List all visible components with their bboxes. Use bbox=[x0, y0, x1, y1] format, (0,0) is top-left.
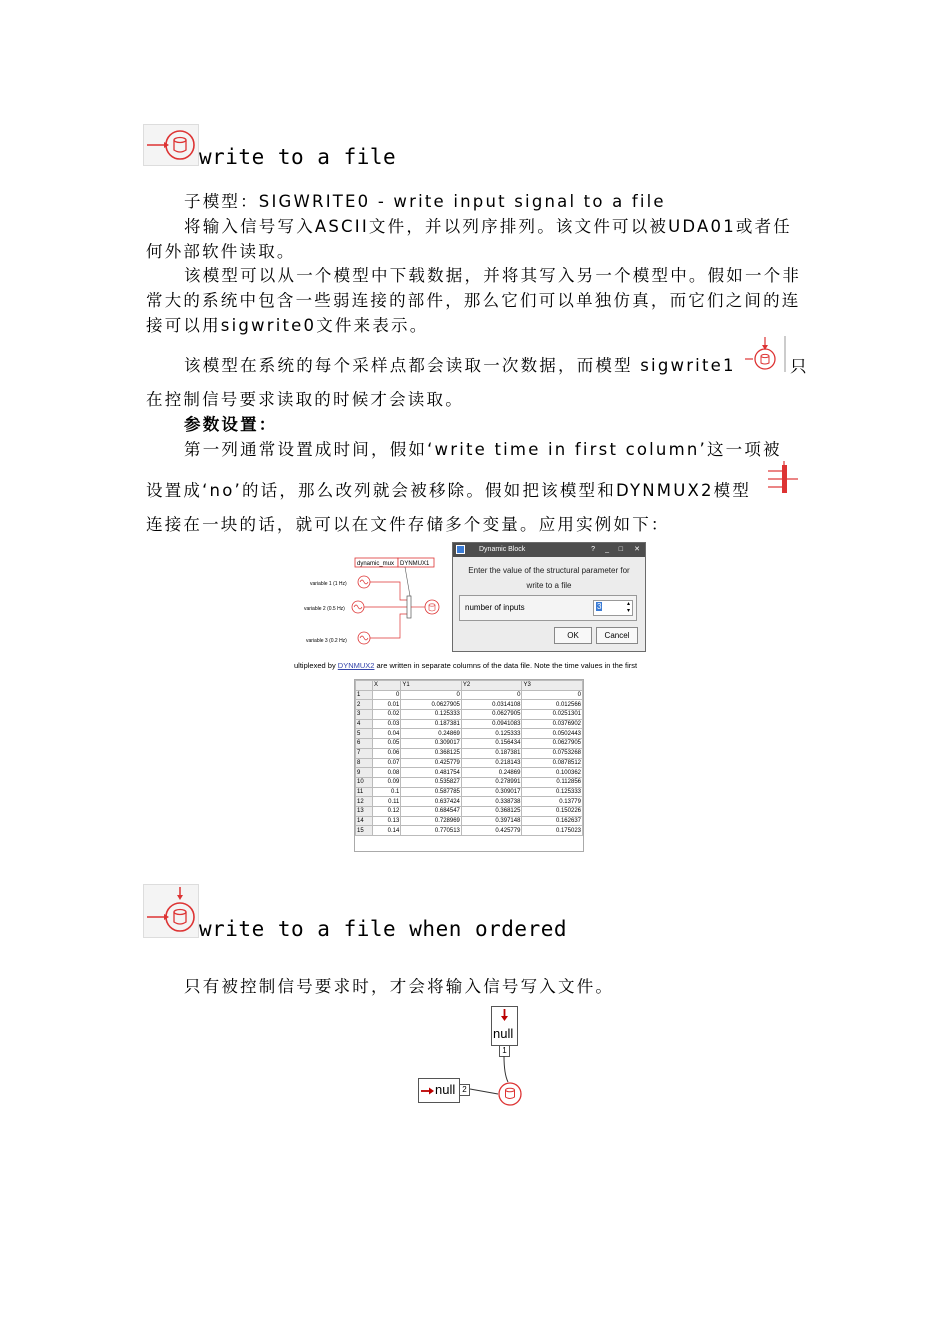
table-cell: 0.09 bbox=[373, 777, 401, 787]
spin-arrows-icon[interactable]: ▴ ▾ bbox=[626, 601, 630, 614]
table-header-row bbox=[356, 681, 583, 691]
dynmux2-inline-icon bbox=[768, 461, 798, 497]
table-cell: 0.770513 bbox=[401, 826, 462, 836]
column-header: Y1 bbox=[401, 681, 462, 691]
ok-button[interactable]: OK bbox=[554, 627, 592, 644]
mux-label: dynamic_mux bbox=[357, 561, 395, 567]
variable-3-label: variable 3 (0.2 Hz) bbox=[306, 638, 347, 644]
table-row bbox=[356, 729, 583, 739]
inline-divider bbox=[784, 336, 786, 372]
table-cell: 0.637424 bbox=[401, 797, 462, 807]
table-row bbox=[356, 826, 583, 836]
row-number-cell: 14 bbox=[356, 816, 373, 826]
table-cell: 0.278991 bbox=[461, 777, 522, 787]
submodel-line: 子模型：SIGWRITE0 - write input signal to a file bbox=[184, 192, 666, 211]
cancel-button[interactable]: Cancel bbox=[596, 627, 638, 644]
table-row bbox=[356, 739, 583, 749]
maximize-button[interactable]: □ bbox=[618, 546, 623, 553]
table-cell: 0.0941083 bbox=[461, 719, 522, 729]
column-header: Y3 bbox=[522, 681, 583, 691]
table-cell: 0 bbox=[401, 690, 462, 700]
table-cell: 0.24869 bbox=[461, 768, 522, 778]
number-of-inputs-group bbox=[459, 595, 637, 621]
row-number-cell: 2 bbox=[356, 700, 373, 710]
dialog-message-line2: write to a file bbox=[526, 581, 572, 590]
null-block-left bbox=[418, 1078, 460, 1103]
table-cell: 0.02 bbox=[373, 710, 401, 720]
sine-source-2-icon bbox=[352, 601, 364, 613]
table-cell: 0.218143 bbox=[461, 758, 522, 768]
table-row bbox=[356, 700, 583, 710]
table-cell: 0.06 bbox=[373, 748, 401, 758]
row-number-cell: 6 bbox=[356, 739, 373, 749]
minimize-button[interactable]: _ bbox=[605, 546, 609, 553]
row-number-cell: 15 bbox=[356, 826, 373, 836]
write-when-ordered-block-icon bbox=[143, 884, 199, 938]
column-header: Y2 bbox=[461, 681, 522, 691]
row-number-cell: 5 bbox=[356, 729, 373, 739]
row-number-cell: 7 bbox=[356, 748, 373, 758]
port-2-label: 2 bbox=[459, 1084, 470, 1096]
null-top-label: null bbox=[493, 1026, 514, 1041]
table-cell: 0.125333 bbox=[401, 710, 462, 720]
table-cell: 0.728969 bbox=[401, 816, 462, 826]
down-arrow-icon bbox=[492, 1008, 517, 1022]
table-row bbox=[356, 777, 583, 787]
table-cell: 0.11 bbox=[373, 797, 401, 807]
section-title-write-to-file: write to a file bbox=[199, 145, 397, 169]
row-number-cell: 3 bbox=[356, 710, 373, 720]
table-cell: 0.0314108 bbox=[461, 700, 522, 710]
table-cell: 0.03 bbox=[373, 719, 401, 729]
table-cell: 0.112856 bbox=[522, 777, 583, 787]
table-cell: 0.309017 bbox=[401, 739, 462, 749]
paragraph-3-line2: 在控制信号要求读取的时候才会读取。 bbox=[146, 390, 464, 409]
row-number-cell: 4 bbox=[356, 719, 373, 729]
table-cell: 0.1 bbox=[373, 787, 401, 797]
mux-tag: DYNMUX1 bbox=[400, 561, 430, 567]
table-cell: 0.162637 bbox=[522, 816, 583, 826]
table-cell: 0.156434 bbox=[461, 739, 522, 749]
dynmux2-link[interactable]: DYNMUX2 bbox=[337, 661, 375, 670]
table-cell: 0.0376902 bbox=[522, 719, 583, 729]
disk-write-icon bbox=[144, 125, 198, 165]
right-arrow-icon bbox=[421, 1086, 435, 1096]
table-cell: 0 bbox=[373, 690, 401, 700]
table-row bbox=[356, 806, 583, 816]
variable-2-label: variable 2 (0.5 Hz) bbox=[304, 606, 345, 612]
example-block-diagram bbox=[300, 556, 450, 656]
table-cell: 0.309017 bbox=[461, 787, 522, 797]
table-cell: 0.0502443 bbox=[522, 729, 583, 739]
table-cell: 0.13 bbox=[373, 816, 401, 826]
table-cell: 0.0251301 bbox=[522, 710, 583, 720]
table-cell: 0.0627905 bbox=[461, 710, 522, 720]
dialog-title: Dynamic Block bbox=[479, 546, 526, 553]
sigwrite1-inline-icon bbox=[745, 337, 777, 373]
table-row bbox=[356, 816, 583, 826]
number-of-inputs-spinbox[interactable] bbox=[593, 600, 633, 616]
table-row bbox=[356, 710, 583, 720]
table-cell: 0.587785 bbox=[401, 787, 462, 797]
table-cell: 0.175023 bbox=[522, 826, 583, 836]
row-number-cell: 9 bbox=[356, 768, 373, 778]
paragraph-3-line1 bbox=[146, 353, 808, 378]
paragraph-5: 只有被控制信号要求时，才会将输入信号写入文件。 bbox=[184, 977, 615, 996]
table-cell: 0.04 bbox=[373, 729, 401, 739]
table-cell: 0.05 bbox=[373, 739, 401, 749]
row-number-cell: 10 bbox=[356, 777, 373, 787]
table-cell: 0.425779 bbox=[461, 826, 522, 836]
table-cell: 0.012566 bbox=[522, 700, 583, 710]
port-1-label: 1 bbox=[499, 1045, 510, 1057]
dynamic-block-dialog bbox=[452, 542, 646, 652]
section-title-write-when-ordered: write to a file when ordered bbox=[199, 917, 568, 941]
paragraph-3-end: 只 bbox=[790, 357, 807, 376]
table-cell: 0.187381 bbox=[401, 719, 462, 729]
dialog-message bbox=[453, 563, 645, 593]
write-file-small-icon bbox=[425, 600, 439, 614]
table-cell: 0.08 bbox=[373, 768, 401, 778]
data-table bbox=[355, 680, 583, 836]
dialog-message-line1: Enter the value of the structural parameter for bbox=[468, 566, 630, 575]
row-number-cell: 8 bbox=[356, 758, 373, 768]
data-file-table bbox=[354, 679, 584, 852]
caption-prefix: ultiplexed by bbox=[294, 661, 338, 670]
number-of-inputs-value: 3 bbox=[597, 602, 602, 611]
table-cell: 0.150226 bbox=[522, 806, 583, 816]
dialog-titlebar bbox=[453, 543, 645, 557]
null-left-label: null bbox=[435, 1082, 456, 1097]
table-row bbox=[356, 719, 583, 729]
table-cell: 0.100362 bbox=[522, 768, 583, 778]
table-row bbox=[356, 787, 583, 797]
paragraph-4-line2: 设置成‘no’的话，那么改列就会被移除。假如把该模型和DYNMUX2模型 bbox=[146, 481, 752, 500]
table-cell: 0.0753268 bbox=[522, 748, 583, 758]
table-cell: 0.425779 bbox=[401, 758, 462, 768]
table-cell: 0.397148 bbox=[461, 816, 522, 826]
null-block-top bbox=[491, 1006, 518, 1046]
table-cell: 0.684547 bbox=[401, 806, 462, 816]
table-cell: 0.338738 bbox=[461, 797, 522, 807]
column-header: X bbox=[373, 681, 401, 691]
table-row bbox=[356, 758, 583, 768]
disk-write-ordered-icon bbox=[144, 885, 198, 937]
table-cell: 0.535827 bbox=[401, 777, 462, 787]
table-cell: 0.481754 bbox=[401, 768, 462, 778]
write-to-file-block-icon bbox=[143, 124, 199, 166]
number-of-inputs-label: number of inputs bbox=[465, 603, 525, 612]
caption-suffix: are written in separate columns of the data file. Note the time values in the first bbox=[374, 661, 638, 670]
table-cell: 0.368125 bbox=[461, 806, 522, 816]
paragraph-4-line1: 第一列通常设置成时间，假如‘write time in first column’这一项被 bbox=[184, 440, 782, 459]
table-cell: 0.368125 bbox=[401, 748, 462, 758]
table-row bbox=[356, 690, 583, 700]
row-number-cell: 11 bbox=[356, 787, 373, 797]
table-cell: 0.0627905 bbox=[401, 700, 462, 710]
close-button[interactable]: ✕ bbox=[634, 546, 640, 553]
example-caption bbox=[294, 661, 656, 670]
row-number-cell: 1 bbox=[356, 690, 373, 700]
param-heading: 参数设置： bbox=[184, 415, 278, 434]
table-cell: 0.0627905 bbox=[522, 739, 583, 749]
paragraph-2: 该模型可以从一个模型中下载数据，并将其写入另一个模型中。假如一个非常大的系统中包含一些弱连接的部件，那么它们可以单独仿真，而它们之间的连接可以用sigwrite0文件来表示。 bbox=[146, 266, 802, 335]
table-corner-cell bbox=[356, 681, 373, 691]
sine-source-3-icon bbox=[358, 632, 370, 644]
row-number-cell: 12 bbox=[356, 797, 373, 807]
table-row bbox=[356, 768, 583, 778]
table-cell: 0.13779 bbox=[522, 797, 583, 807]
sine-source-1-icon bbox=[358, 576, 370, 588]
table-cell: 0 bbox=[522, 690, 583, 700]
write-file-ordered-diagram-icon bbox=[496, 1080, 526, 1110]
paragraph-3-text: 该模型在系统的每个采样点都会读取一次数据，而模型 sigwrite1 bbox=[184, 356, 736, 375]
table-cell: 0.125333 bbox=[461, 729, 522, 739]
variable-1-label: variable 1 (1 Hz) bbox=[310, 581, 347, 587]
dynmux-block bbox=[407, 596, 411, 618]
table-row bbox=[356, 748, 583, 758]
dialog-app-icon bbox=[456, 545, 465, 554]
table-cell: 0.187381 bbox=[461, 748, 522, 758]
table-row bbox=[356, 797, 583, 807]
paragraph-4-line3: 连接在一块的话，就可以在文件存储多个变量。应用实例如下： bbox=[146, 515, 670, 534]
table-cell: 0.0878512 bbox=[522, 758, 583, 768]
row-number-cell: 13 bbox=[356, 806, 373, 816]
table-cell: 0.01 bbox=[373, 700, 401, 710]
table-cell: 0 bbox=[461, 690, 522, 700]
help-button[interactable]: ? bbox=[591, 546, 595, 553]
table-cell: 0.24869 bbox=[401, 729, 462, 739]
table-cell: 0.14 bbox=[373, 826, 401, 836]
table-cell: 0.125333 bbox=[522, 787, 583, 797]
paragraph-1: 将输入信号写入ASCII文件，并以列序排列。该文件可以被UDA01或者任何外部软件读取。 bbox=[146, 217, 792, 261]
table-cell: 0.07 bbox=[373, 758, 401, 768]
table-cell: 0.12 bbox=[373, 806, 401, 816]
